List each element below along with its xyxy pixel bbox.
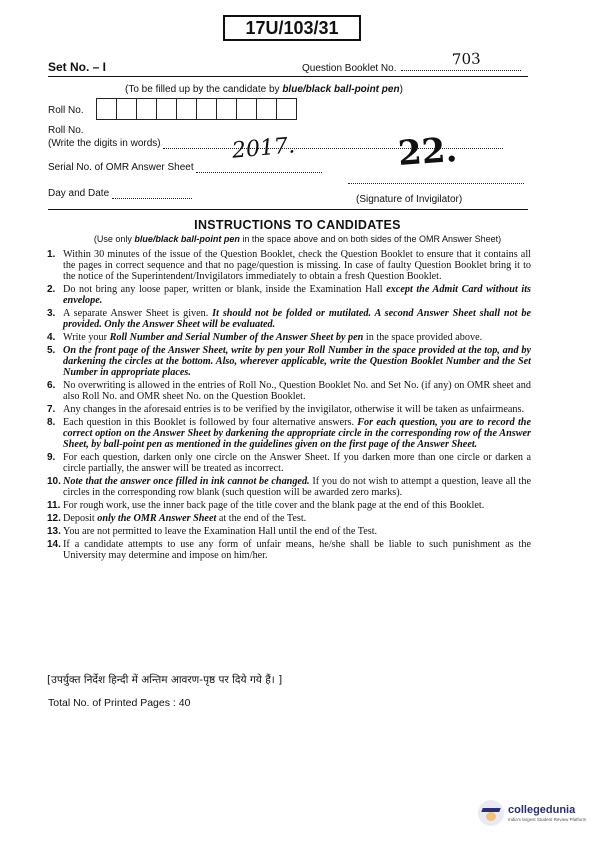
- roll-digit-box[interactable]: [256, 98, 277, 120]
- roll-digit-box[interactable]: [196, 98, 217, 120]
- logo-tagline: India's largest Student Review Platform: [508, 817, 587, 822]
- divider: [48, 209, 528, 210]
- question-booklet-dots: [401, 70, 521, 71]
- fill-note: (To be filled up by the candidate by blue/black ball-point pen): [125, 84, 403, 95]
- question-booklet-field: [302, 63, 521, 74]
- roll-no-words-value: 2017.: [231, 133, 296, 164]
- instructions-subtitle: (Use only blue/black ball-point pen in the space above and on both sides of the OMR Answer Sheet): [93, 234, 502, 244]
- instruction-item: 3. A separate Answer Sheet is given. It should not be folded or mutilated. A second Answer Sheet shall not be provided. Only the Answer Sheet will be evaluated.: [47, 307, 531, 330]
- roll-no-label: Roll No.: [48, 105, 84, 116]
- instruction-item: 9. For each question, darken only one circle on the Answer Sheet. If you darken more than one circle or darken a circle partially, the answer will be treated as incorrect.: [47, 451, 531, 474]
- day-date-line[interactable]: [112, 198, 192, 199]
- roll-digit-box[interactable]: [136, 98, 157, 120]
- instruction-item: 6. No overwriting is allowed in the entries of Roll No., Question Booklet No. and Set No. (if any) on OMR sheet and also Roll No. and OMR sheet No. on the Question Booklet.: [47, 379, 531, 402]
- instruction-item: 4. Write your Roll Number and Serial Number of the Answer Sheet by pen in the space provided above.: [47, 331, 483, 343]
- question-booklet-number: 703: [451, 49, 481, 69]
- roll-no-boxes[interactable]: [97, 98, 297, 120]
- instruction-item: 12. Deposit only the OMR Answer Sheet at the end of the Test.: [47, 513, 307, 524]
- roll-no-words-label: Roll No.: [48, 125, 84, 136]
- roll-digit-box[interactable]: [176, 98, 197, 120]
- instruction-item: 13. You are not permitted to leave the Examination Hall until the end of the Test.: [47, 526, 378, 538]
- instructions-title: INSTRUCTIONS TO CANDIDATES: [194, 218, 401, 232]
- day-date-field: Day and Date: [48, 188, 192, 199]
- roll-digit-box[interactable]: [276, 98, 297, 120]
- roll-digit-box[interactable]: [156, 98, 177, 120]
- serial-omr-field: Serial No. of OMR Answer Sheet: [48, 162, 322, 173]
- paper-code: 17U/103/31: [223, 15, 361, 41]
- signature-label: (Signature of Invigilator): [356, 194, 463, 205]
- total-pages: Total No. of Printed Pages : 40: [48, 697, 191, 709]
- roll-digit-box[interactable]: [236, 98, 257, 120]
- set-number: Set No. – I: [48, 60, 107, 74]
- instruction-item: 1. Within 30 minutes of the issue of the Question Booklet, check the Question Booklet to ensure that it contains all the pages in correct sequence and that no page/question is missing. In case of faulty Question Booklet bring it to the notice of the Superintendent/Invigilators immediately to obtain a fresh Question Booklet.: [47, 249, 531, 282]
- instruction-item: 14. If a candidate attempts to use any form of unfair means, he/she shall be liable to such punishment as the University may determine and impose on him/her.: [47, 539, 531, 562]
- instruction-item: 7. Any changes in the aforesaid entries is to be verified by the invigilator, otherwise it will be taken as unfairmeans.: [47, 403, 525, 415]
- instruction-item: 8. Each question in this Booklet is followed by four alternative answers. For each question, you are to record the correct option on the Answer Sheet by darkening the appropriate circle in the corresponding row of the Answer Sheet, by ball-point pen as mentioned in the guidelines given on the first page of the Answer Sheet.: [47, 417, 531, 450]
- instruction-item: 2. Do not bring any loose paper, written or blank, inside the Examination Hall except the Admit Card without its envelope.: [47, 283, 531, 306]
- collegedunia-logo: [478, 800, 586, 826]
- logo-text: [508, 804, 586, 822]
- serial-omr-line[interactable]: [196, 172, 322, 173]
- instruction-item: 5. On the front page of the Answer Sheet, write by pen your Roll Number in the space provided at the top, and by darkening the circles at the bottom. Also, wherever applicable, write the Question Booklet Number and the Set Number in appropriate places.: [47, 345, 531, 378]
- graduate-cap-icon: [478, 800, 504, 826]
- instructions-list: [47, 250, 531, 564]
- instruction-item: 11. For rough work, use the inner back page of the title cover and the blank page at the end of this Booklet.: [47, 499, 485, 511]
- signature-line[interactable]: [348, 183, 524, 184]
- logo-name: collegedunia: [508, 804, 576, 816]
- roll-digit-box[interactable]: [96, 98, 117, 120]
- instruction-item: 10. Note that the answer once filled in ink cannot be changed. If you do not wish to attempt a question, leave all the circles in the corresponding row blank (such question will be awarded zero marks).: [47, 475, 532, 498]
- hindi-note: [उपर्युक्त निर्देश हिन्दी में अन्तिम आवरण-पृष्ठ पर दिये गये हैं। ]: [47, 674, 283, 686]
- divider: [48, 76, 528, 77]
- roll-digit-box[interactable]: [216, 98, 237, 120]
- serial-omr-value: 22.: [396, 129, 459, 175]
- roll-digit-box[interactable]: [116, 98, 137, 120]
- roll-no-words-hint: (Write the digits in words): [48, 138, 503, 149]
- question-booklet-label: Question Booklet No.: [302, 63, 397, 74]
